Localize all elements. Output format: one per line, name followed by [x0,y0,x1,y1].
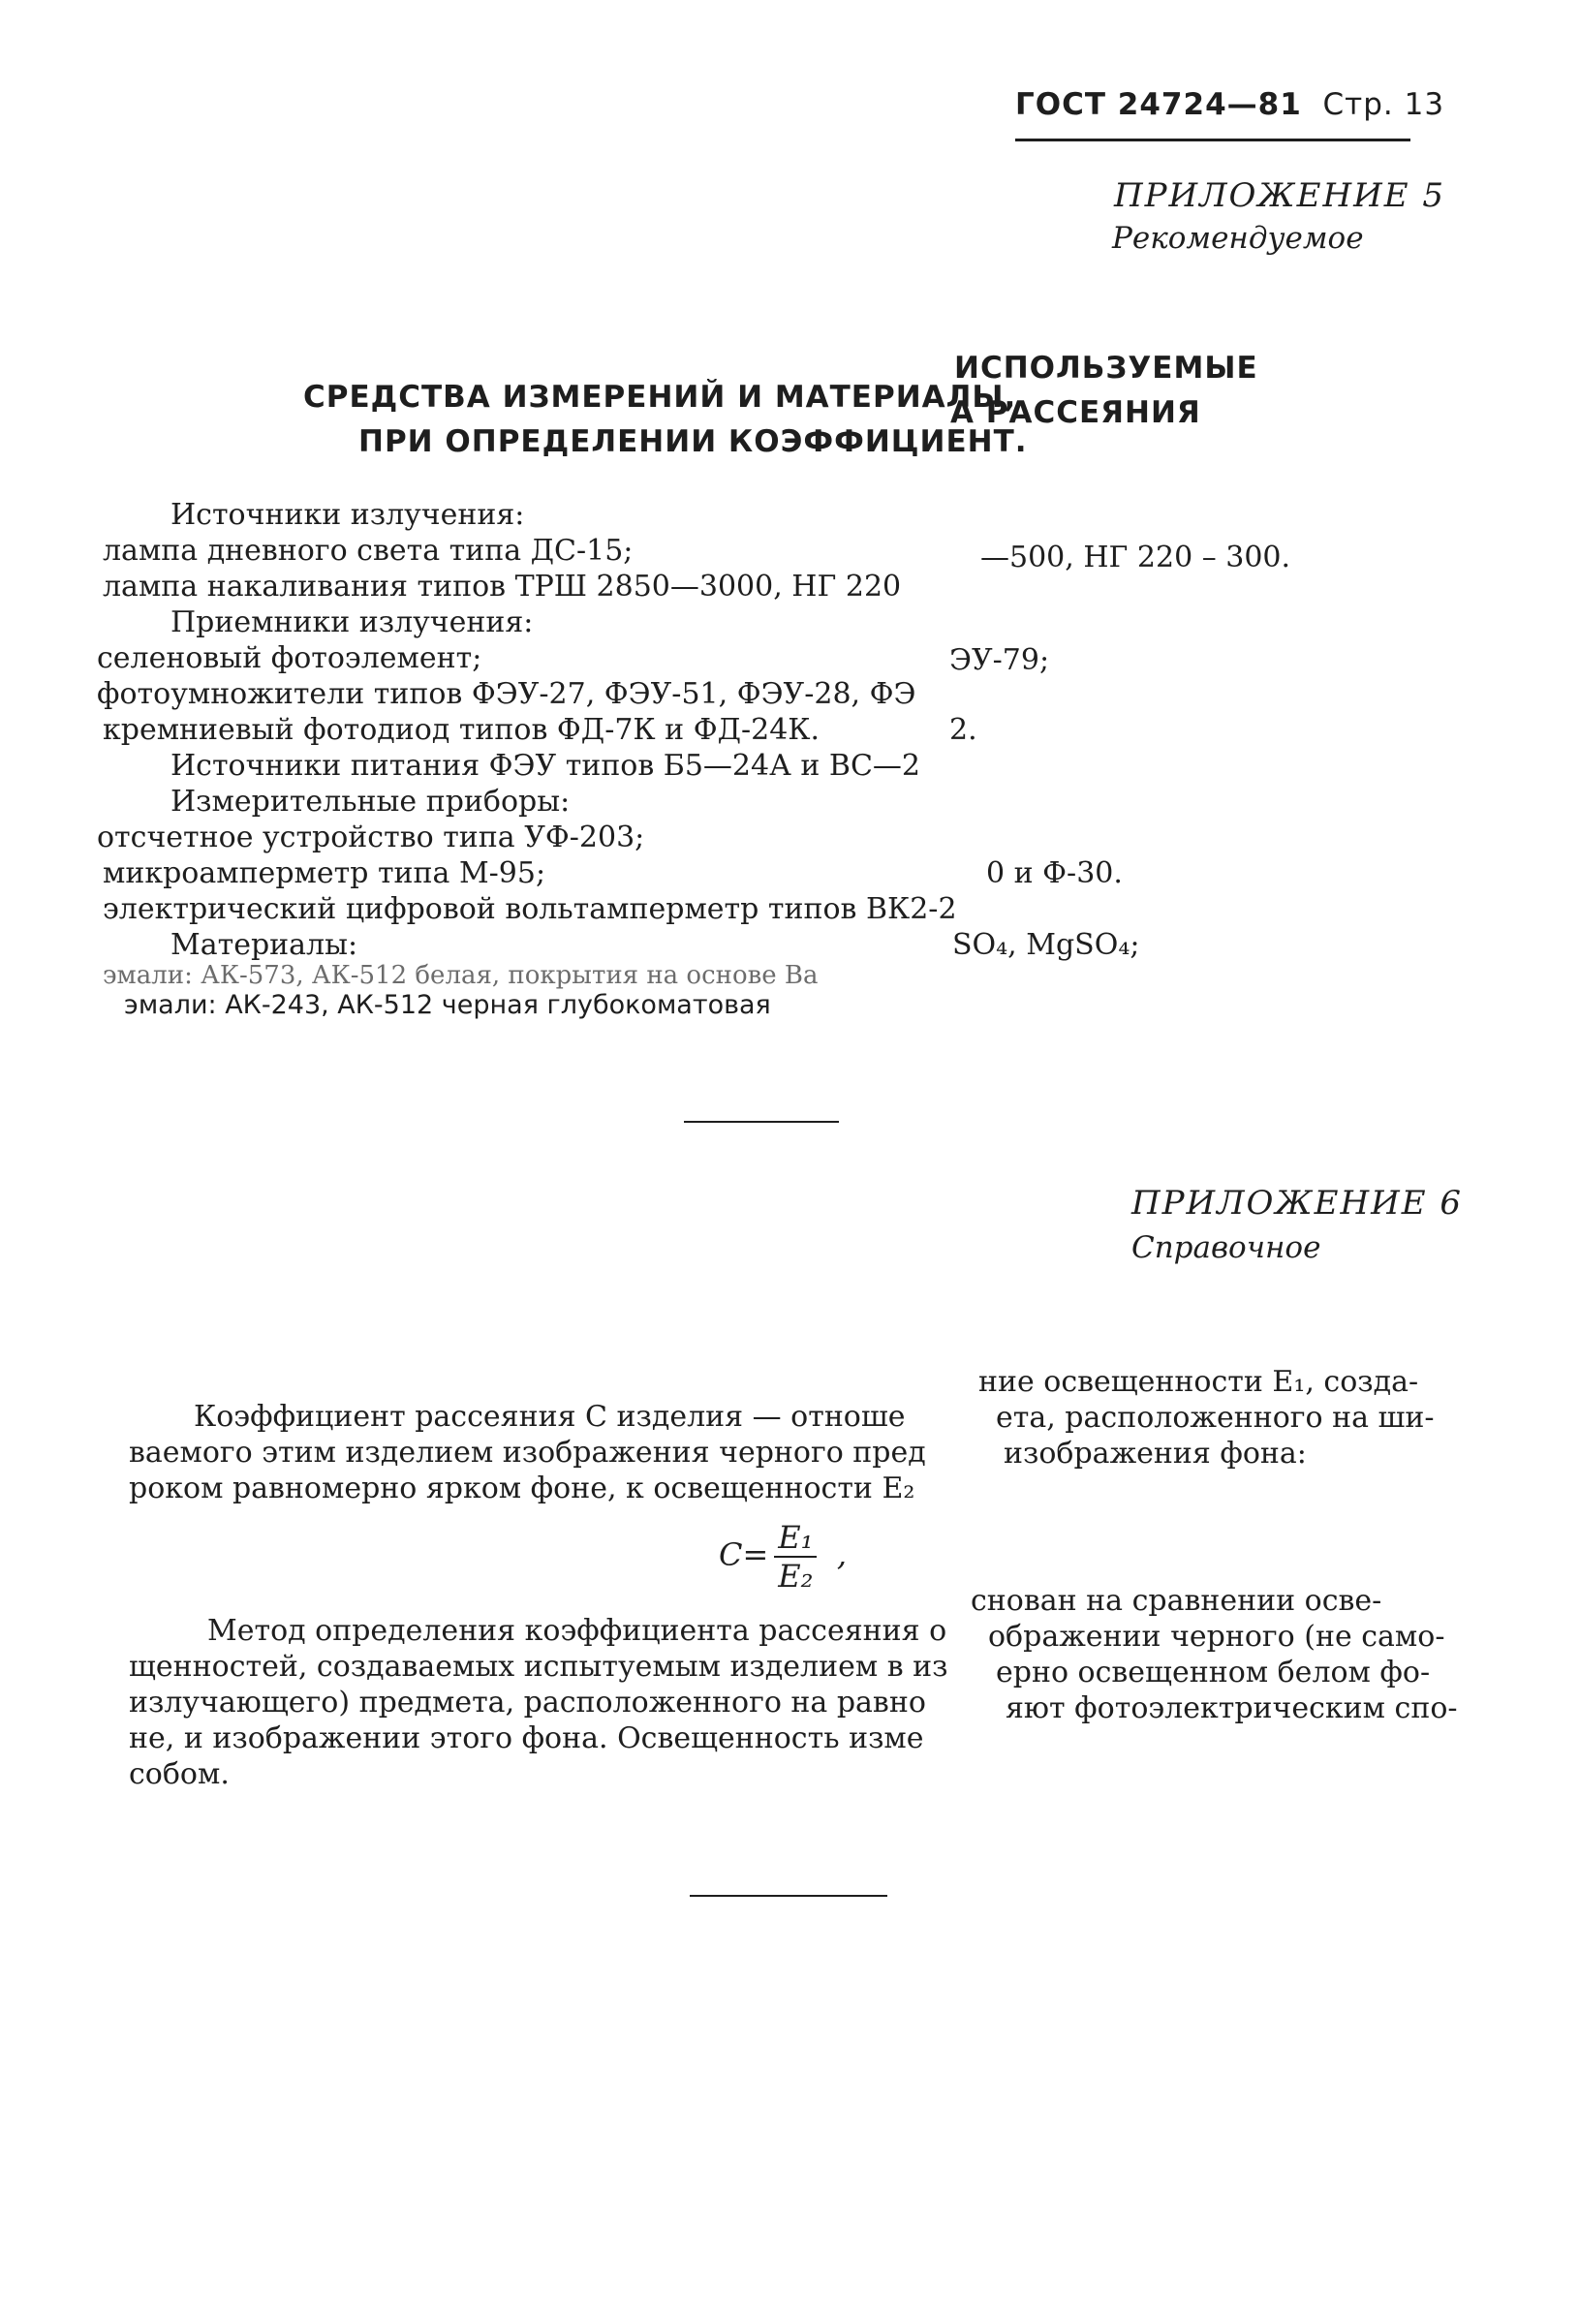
instrument-line: —500, НГ 220 – 300. [980,541,1291,574]
instrument-line: Источники излучения: [170,498,525,532]
formula-tail: , [836,1535,847,1573]
standard-number: ГОСТ 24724—81 [1015,87,1302,122]
section-divider [690,1895,887,1897]
instrument-line: Материалы: [170,928,358,962]
instrument-line: Источники питания ФЭУ типов Б5—24А и ВС—2 [170,749,920,783]
instrument-line: Приемники излучения: [170,605,534,639]
instrument-line: электрический цифровой вольтамперметр типов ВК2-2 [103,892,957,926]
page-number: Стр. 13 [1322,87,1445,122]
header-rule [1015,139,1410,141]
instrument-line: фотоумножители типов ФЭУ-27, ФЭУ-51, ФЭУ-28, ФЭ [97,677,916,711]
instrument-line: эмали: АК-243, АК-512 черная глубокоматовая [124,990,771,1020]
instrument-line: Измерительные приборы: [170,785,571,819]
paragraph-line: ображении черного (не само- [988,1620,1445,1654]
section-divider [684,1121,839,1123]
appendix6-title: ПРИЛОЖЕНИЕ 6 [1131,1184,1464,1223]
page-header [1015,87,1444,122]
instrument-line: лампа дневного света типа ДС-15; [103,534,634,568]
paragraph-line: ваемого этим изделием изображения черного пред [129,1436,926,1470]
instrument-line: 2. [949,713,977,747]
appendix5-title: ПРИЛОЖЕНИЕ 5 [1114,176,1446,215]
instrument-line: селеновый фотоэлемент; [97,641,482,675]
paragraph-line: роком равномерно ярком фоне, к освещенности Е₂ [129,1472,915,1505]
appendix5-heading-line: ПРИ ОПРЕДЕЛЕНИИ КОЭФФИЦИЕНТ. [358,424,1028,459]
formula-denominator: Е₂ [778,1558,814,1595]
paragraph-line: Метод определения коэффициента рассеяния о [207,1614,947,1648]
instrument-line: микроамперметр типа М-95; [103,856,546,890]
paragraph-line: щенностей, создаваемых испытуемым изделием в из [129,1650,948,1684]
paragraph-line: излучающего) предмета, расположенного на равно [129,1686,926,1720]
paragraph-line: Коэффициент рассеяния С изделия — отноше [194,1400,906,1434]
instrument-line: SO₄, MgSO₄; [952,928,1140,962]
formula-numerator: Е₁ [774,1519,817,1558]
paragraph-line: изображения фона: [1004,1437,1307,1471]
instrument-line: кремниевый фотодиод типов ФД-7К и ФД-24К. [103,713,820,747]
appendix5-heading-line: ИСПОЛЬЗУЕМЫЕ [954,351,1258,386]
instrument-line: 0 и Ф-30. [986,856,1123,890]
paragraph-line: ние освещенности Е₁, созда- [978,1365,1419,1399]
paragraph-line: яют фотоэлектрическим спо- [1006,1691,1458,1725]
formula [719,1519,847,1595]
instrument-line-faded: эмали: АК-573, АК-512 белая, покрытия на основе Ва [103,961,819,990]
formula-lhs: С= [719,1535,769,1573]
instrument-line: лампа накаливания типов ТРШ 2850—3000, НГ 220 [103,570,902,604]
paragraph-line: собом. [129,1757,230,1791]
paragraph-line: снован на сравнении осве- [971,1584,1382,1618]
instrument-line: отсчетное устройство типа УФ-203; [97,821,645,854]
appendix6-status: Справочное [1131,1230,1321,1265]
instrument-line: ЭУ-79; [949,643,1050,677]
appendix5-heading-line: А РАССЕЯНИЯ [950,395,1201,430]
appendix5-status: Рекомендуемое [1112,221,1364,256]
paragraph-line: ерно освещенном белом фо- [996,1656,1431,1689]
paragraph-line: не, и изображении этого фона. Освещенность изме [129,1721,924,1755]
paragraph-line: ета, расположенного на ши- [996,1401,1435,1435]
formula-fraction [774,1519,817,1595]
appendix5-heading-line: СРЕДСТВА ИЗМЕРЕНИЙ И МАТЕРИАЛЫ, [303,380,1017,415]
